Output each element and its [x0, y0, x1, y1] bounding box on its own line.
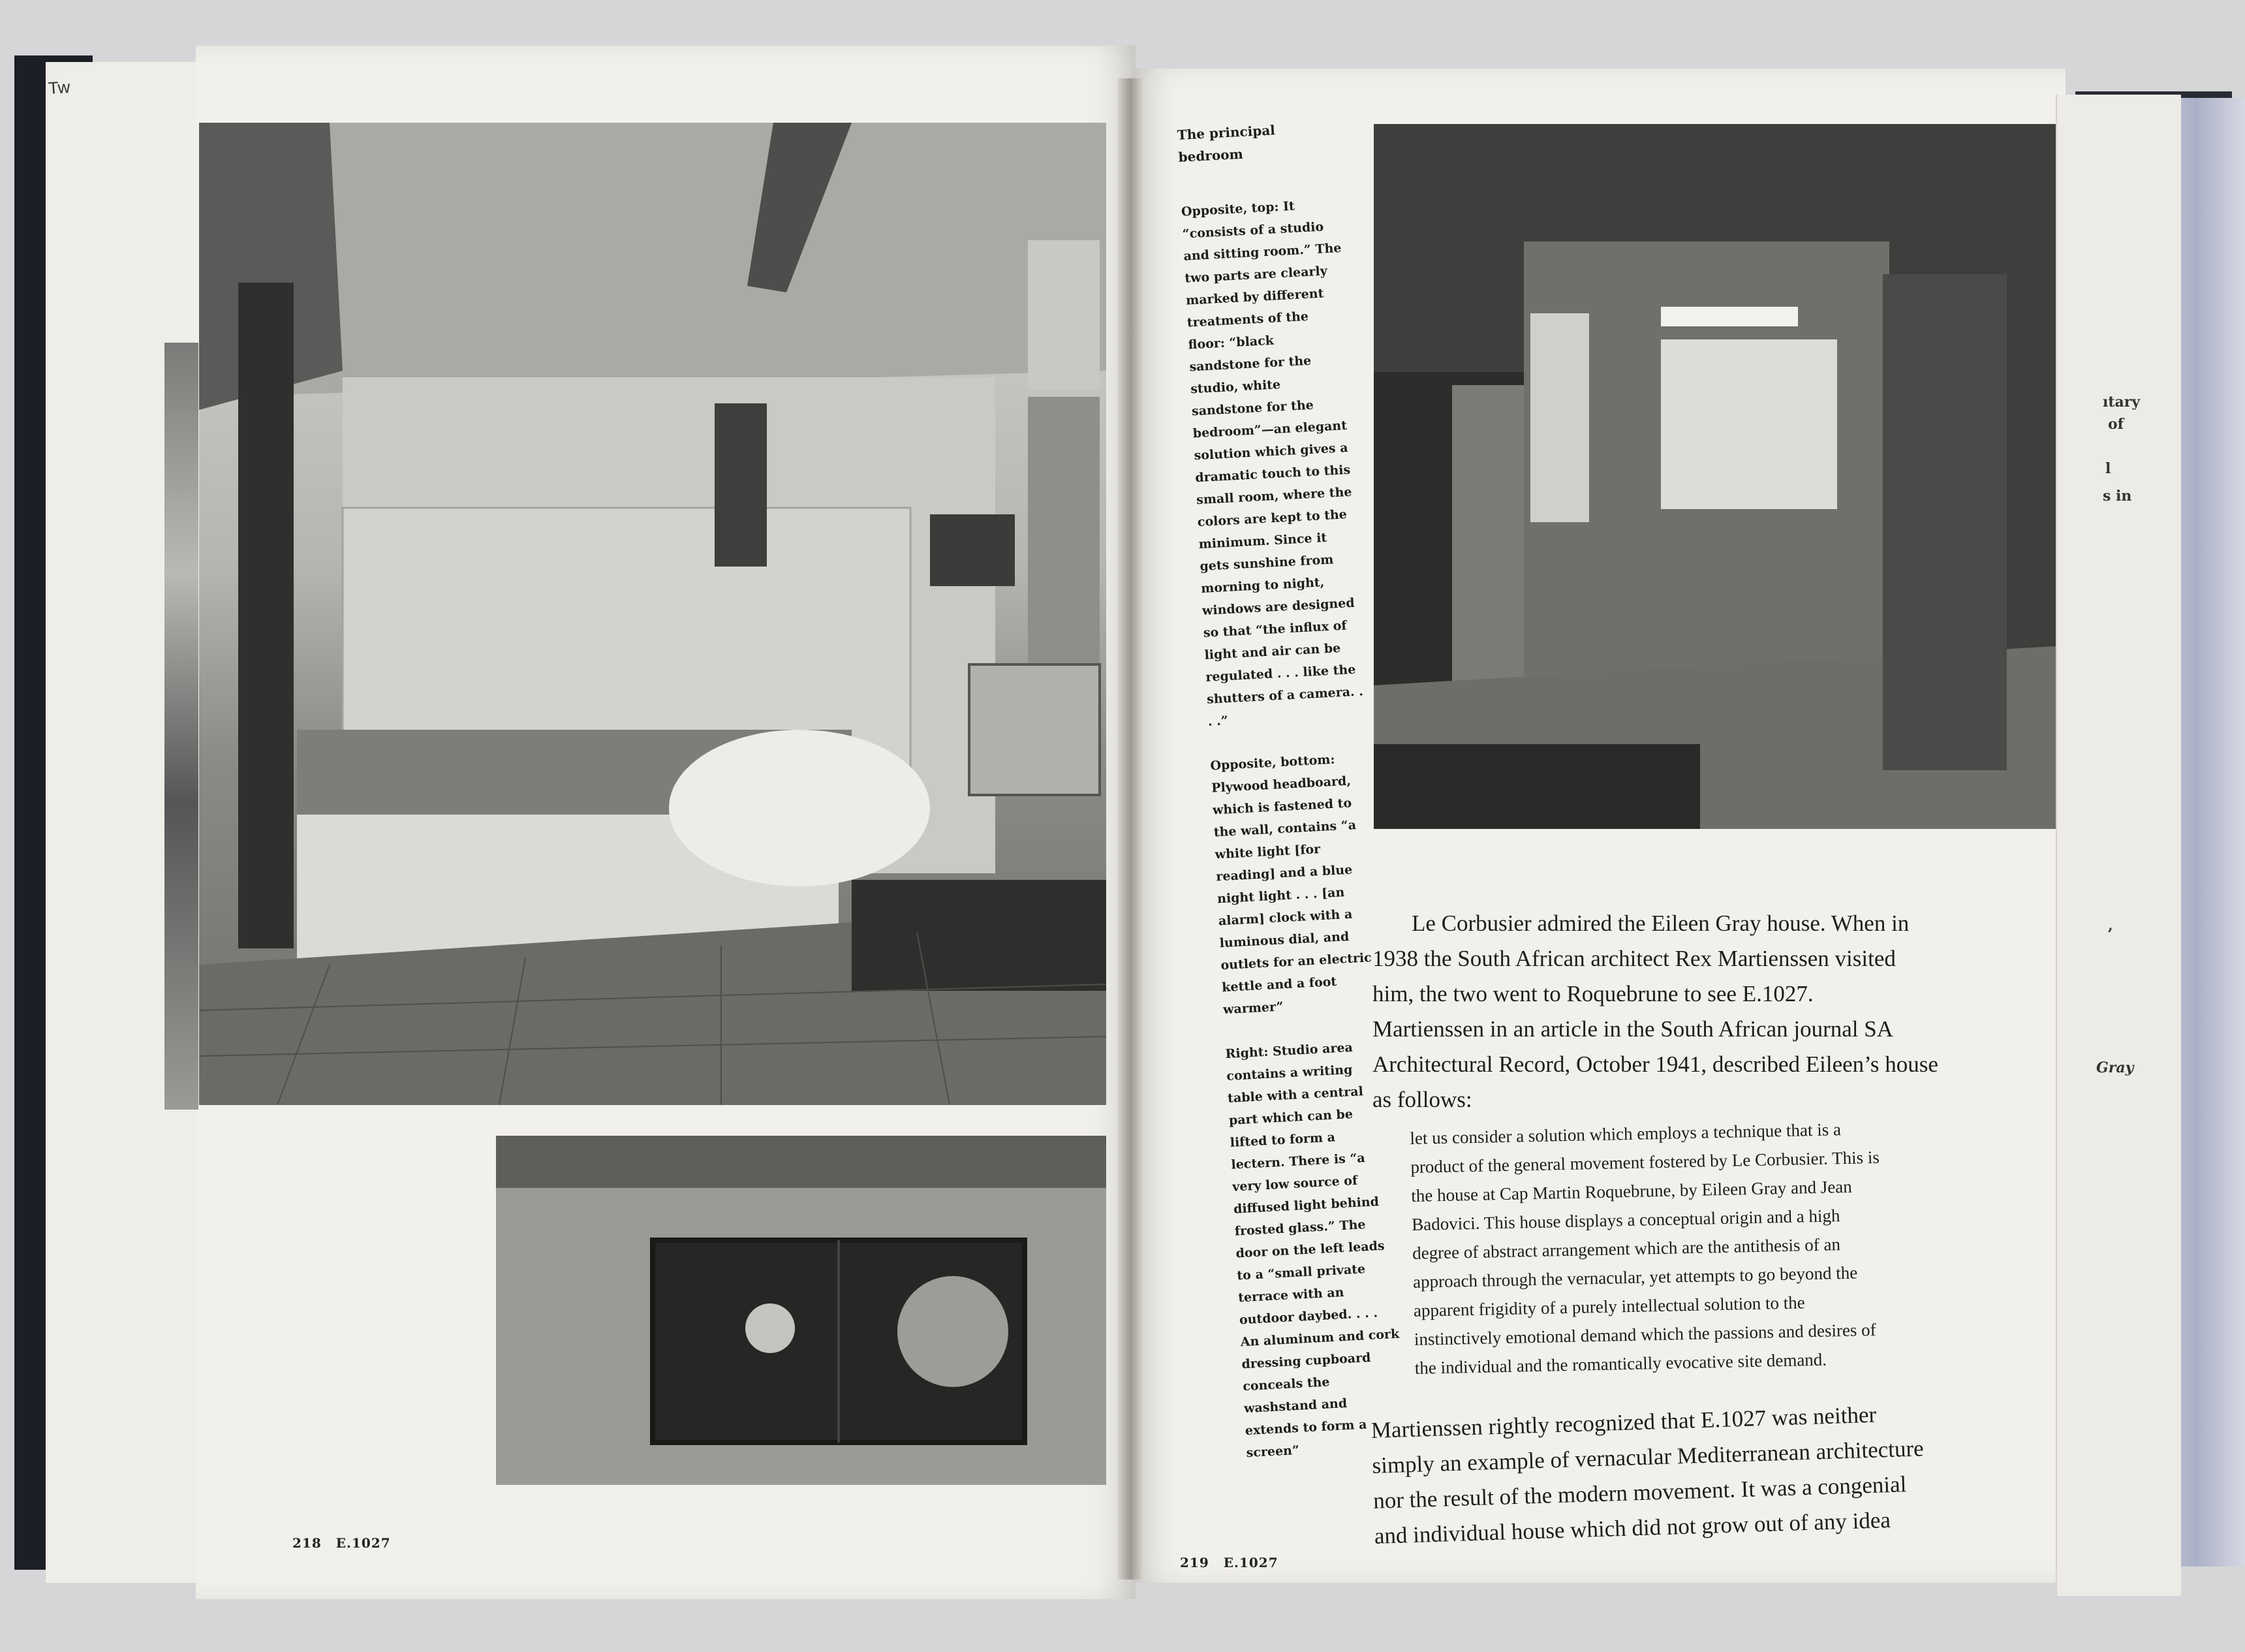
quote-line: the house at Cap Martin Roquebrune, by Eileen Gray and Jean — [1410, 1176, 1853, 1206]
right-edge-fragment: of — [2108, 416, 2124, 433]
para2-line: simply an example of vernacular Mediterranean architecture — [1371, 1435, 1925, 1478]
caption-title: The principal bedroom — [1177, 122, 1276, 165]
block-quote — [1410, 1111, 2041, 1382]
para1-line: him, the two went to Roquebrune to see E.1027. — [1372, 981, 1814, 1006]
caption-top: Opposite, top: It “consists of a studio and sitting room.” The two parts are clearly marked by different treatments of the floor: “black sandstone for the studio, white sandstone for the bedroom”—an elegant solution which gives a dramatic touch to this small room, where the colors are kept to the minimum. Since it gets sunshine from morning to night, windows are designed so that “the influx of light and air can be regulated . . . like the shutters of a camera. . . .” — [1181, 198, 1364, 729]
caption-bottom: Right: Studio area contains a writing table with a central part which can be lifted to form a lectern. There is “a very low source of diffused light behind frosted glass.” The door on the left leads to a “small private terrace with an outdoor daybed. . . . An aluminum and cork dressing cupboard conceals the washstand and extends to form a screen” — [1225, 1040, 1400, 1461]
para2-line: and individual house which did not grow out of any idea — [1374, 1507, 1891, 1549]
quote-line: apparent frigidity of a purely intellectual solution to the — [1413, 1292, 1806, 1320]
quote-line: degree of abstract arrangement which are the antithesis of an — [1412, 1234, 1841, 1263]
para1-line: Martienssen in an article in the South African journal SA — [1372, 1016, 1894, 1042]
right-page-edges — [2056, 95, 2181, 1596]
para1-line: 1938 the South African architect Rex Martienssen visited — [1372, 946, 1896, 971]
paragraph-1 — [1372, 906, 2077, 1117]
left-edge-fragment: Tw — [47, 76, 71, 99]
quote-line: let us consider a solution which employs a technique that is a — [1410, 1119, 1842, 1148]
paragraph-2 — [1370, 1390, 2092, 1553]
right-edge-fragment: Gray — [2096, 1059, 2134, 1076]
bedroom-photo — [199, 123, 1106, 1105]
right-folio-number: 219 — [1180, 1555, 1209, 1570]
right-folio — [1180, 1555, 1278, 1570]
right-edge-fragment: ıtary — [2103, 394, 2141, 411]
right-edge-fragment: l — [2105, 460, 2111, 477]
para2-line: Martienssen rightly recognized that E.1027 was neither — [1370, 1401, 1877, 1443]
right-edge-fragment: s in — [2103, 488, 2132, 505]
neighbour-photo-strip — [164, 343, 198, 1110]
quote-line: approach through the vernacular, yet attempts to go beyond the — [1412, 1262, 1858, 1292]
para1-line: Le Corbusier admired the Eileen Gray house. When in — [1412, 911, 1910, 936]
left-folio-number: 218 — [292, 1535, 322, 1551]
para2-line: nor the result of the modern movement. It was a congenial — [1372, 1471, 1907, 1514]
quote-line: product of the general movement fostered by Le Corbusier. This is — [1410, 1147, 1880, 1177]
left-folio — [292, 1535, 391, 1551]
quote-line: the individual and the romantically evocative site demand. — [1414, 1349, 1827, 1378]
right-folio-title: E.1027 — [1223, 1555, 1278, 1570]
quote-line: instinctively emotional demand which the passions and desires of — [1414, 1320, 1876, 1349]
left-folio-title: E.1027 — [335, 1535, 391, 1551]
para1-line: Architectural Record, October 1941, described Eileen’s house — [1372, 1052, 1938, 1077]
headboard-photo — [496, 1136, 1106, 1485]
caption-middle: Opposite, bottom: Plywood headboard, which is fastened to the wall, contains “a white light [for reading] and a blue night light . . . [an alarm] clock with a luminous dial, and outlets for an electric kettle and a foot warmer” — [1209, 752, 1372, 1018]
right-edge-fragment: , — [2108, 917, 2113, 934]
quote-line: Badovici. This house displays a conceptual origin and a high — [1411, 1206, 1840, 1234]
para1-line: as follows: — [1372, 1087, 1472, 1112]
gutter — [1117, 78, 1143, 1580]
studio-photo — [1374, 124, 2056, 829]
